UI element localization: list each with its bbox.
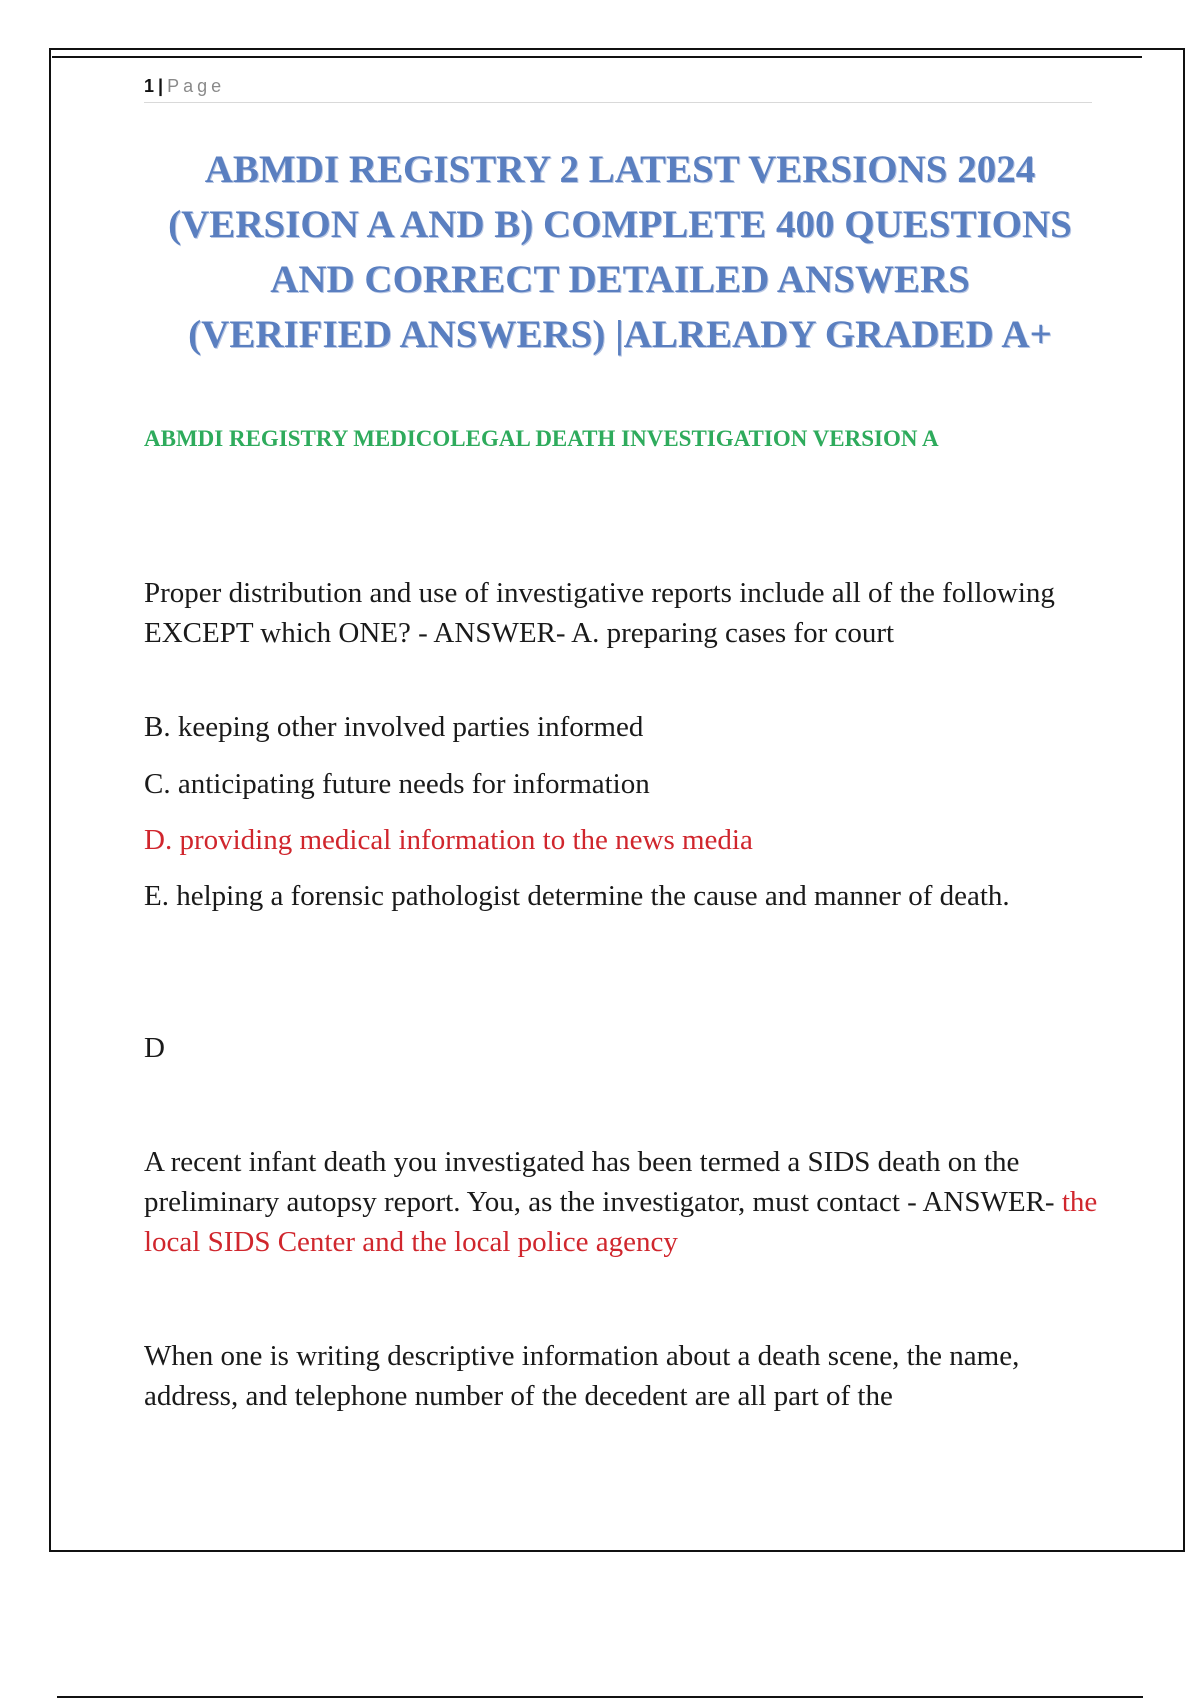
question-1-option-e: E. helping a forensic pathologist determine the cause and manner of death. (144, 880, 1010, 912)
question-3-prompt: When one is writing descriptive information about a death scene, the name, address, and telephone number of the decedent are all part of the (144, 1340, 1020, 1412)
page-header (144, 74, 1092, 103)
question-2-prompt: A recent infant death you investigated has been termed a SIDS death on the preliminary autopsy report. You, as the investigator, must contact - ANSWER- (144, 1146, 1055, 1218)
header-separator: | (158, 76, 164, 96)
question-1-option-b: B. keeping other involved parties informed (144, 711, 644, 743)
question-1-option-c: C. anticipating future needs for information (144, 768, 650, 800)
question-1-prompt: Proper distribution and use of investigative reports include all of the following EXCEPT which ONE? - ANSWER- A. preparing cases for court (144, 577, 1055, 649)
next-page-top-rule (57, 1696, 1143, 1698)
question-1-answer: D (144, 1032, 165, 1064)
title-line-3: AND CORRECT DETAILED ANSWERS (270, 258, 970, 301)
section-subtitle: ABMDI REGISTRY MEDICOLEGAL DEATH INVESTIGATION VERSION A (144, 426, 939, 451)
question-1-option-d-correct: D. providing medical information to the news media (144, 824, 753, 856)
question-2-answer: the local SIDS Center and the local police agency (144, 1186, 1098, 1258)
page-label: Page (167, 76, 226, 96)
title-line-4: (VERIFIED ANSWERS) |ALREADY GRADED A+ (188, 313, 1052, 356)
title-line-2: (VERSION A AND B) COMPLETE 400 QUESTIONS (168, 203, 1072, 246)
question-2 (144, 1142, 1104, 1262)
title-line-1: ABMDI REGISTRY 2 LATEST VERSIONS 2024 (204, 148, 1036, 191)
page-number: 1 (144, 76, 155, 96)
document-title (130, 142, 1110, 362)
